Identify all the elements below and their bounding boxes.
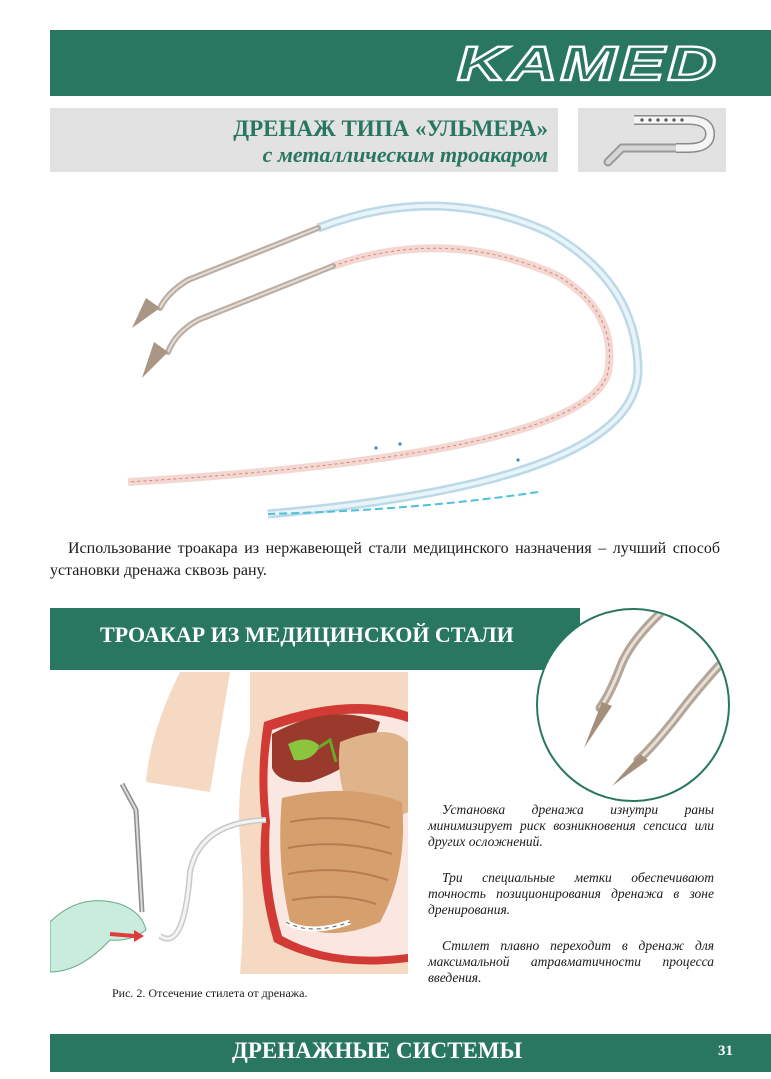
note-markers: Три специальные метки обеспечивают точность позиционирования дренажа в зоне дренирования.: [428, 870, 714, 917]
brand-logo: [453, 40, 723, 91]
product-thumbnail: [578, 108, 726, 172]
anatomy-illustration: [50, 672, 408, 974]
footer-title: ДРЕНАЖНЫЕ СИСТЕМЫ: [232, 1038, 523, 1063]
product-photo: [118, 192, 678, 532]
note-stylet: Стилет плавно переходит в дренаж для максимальной атравматичности процесса введения.: [428, 938, 714, 985]
trocar-closeup: [536, 608, 730, 802]
section-title: ТРОАКАР ИЗ МЕДИЦИНСКОЙ СТАЛИ: [100, 622, 514, 647]
title-panel: [50, 108, 558, 172]
page-subtitle: с металлическим троакаром: [262, 142, 548, 167]
intro-paragraph: Использование троакара из нержавеющей стали медицинского назначения – лучший способ установки дренажа сквозь рану.: [50, 540, 720, 579]
page-title: ДРЕНАЖ ТИПА «УЛЬМЕРА»: [233, 116, 548, 141]
page-number: 31: [718, 1043, 733, 1059]
note-sepsis: Установка дренажа изнутри раны минимизирует риск возникновения сепсиса или других осложнений.: [428, 802, 714, 849]
svg-text:KAMED: KAMED: [457, 40, 719, 86]
figure-caption: Рис. 2. Отсечение стилета от дренажа.: [112, 986, 308, 1000]
